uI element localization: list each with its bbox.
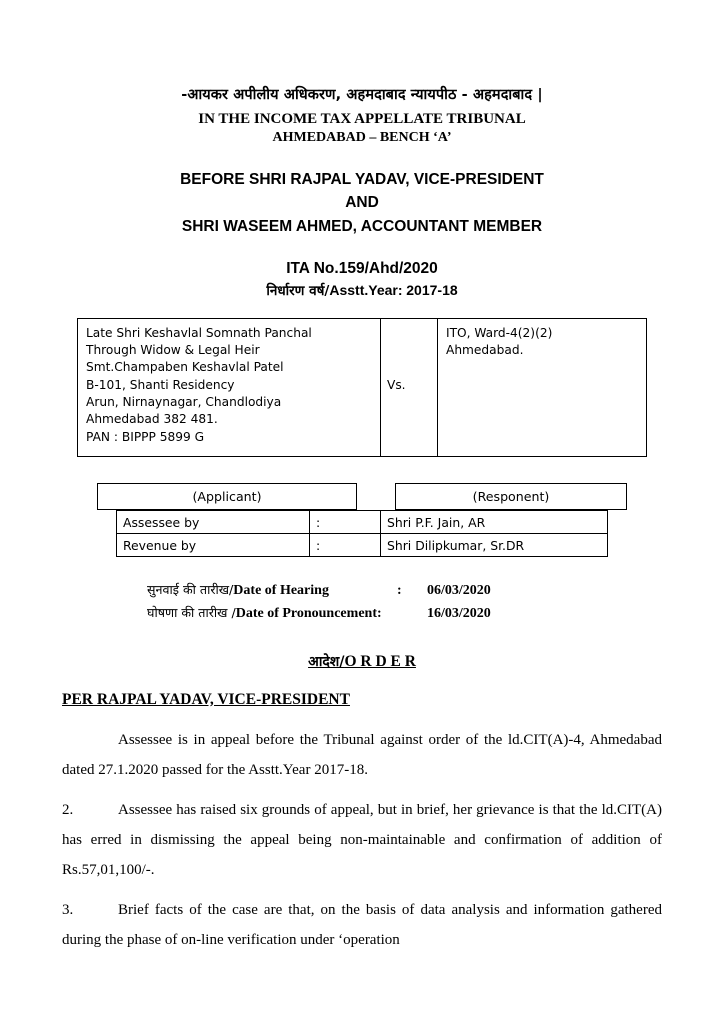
order-heading-english: O R D E R (344, 652, 416, 670)
caption-gap (357, 484, 396, 510)
applicant-line: Ahmedabad 382 481. (86, 412, 218, 427)
paragraph-1: Assessee is in appeal before the Tribunal against order of the ld.CIT(A)-4, Ahmedabad dated 27.1.2020 passed for the Asstt.Year 2017-18. (62, 731, 662, 778)
assessee-by-label: Assessee by (117, 511, 310, 534)
dates-block (147, 579, 577, 626)
hearing-date-hindi-label: सुनवाई की तारीख/ (147, 582, 234, 598)
authoring-member-line: PER RAJPAL YADAV, VICE-PRESIDENT (62, 690, 350, 708)
respondent-line: Ahmedabad. (446, 343, 524, 358)
applicant-line: Through Widow & Legal Heir (86, 343, 260, 358)
coram-member-1: BEFORE SHRI RAJPAL YADAV, VICE-PRESIDENT (180, 171, 544, 188)
ita-number: ITA No.159/Ahd/2020 (286, 259, 438, 277)
table-row (117, 511, 608, 534)
assessment-year-hindi-label: निर्धारण वर्ष/ (266, 282, 330, 299)
coram-and: AND (345, 194, 379, 212)
assessment-year-value: 2017-18 (406, 281, 458, 298)
tribunal-title-hindi: -आयकर अपीलीय अधिकरण, अहमदाबाद न्यायपीठ - अहमदाबाद | (181, 87, 543, 103)
revenue-by-value: Shri Dilipkumar, Sr.DR (381, 534, 608, 557)
versus-cell: Vs. (381, 318, 438, 456)
applicant-line: Smt.Champaben Keshavlal Patel (86, 360, 284, 375)
hearing-date-value: 06/03/2020 (427, 583, 491, 599)
applicant-line: B-101, Shanti Residency (86, 377, 235, 392)
paragraph-2-number: 2. (62, 801, 74, 818)
respondent-line: ITO, Ward-4(2)(2) (446, 325, 553, 340)
date-of-pronouncement-row (147, 602, 577, 625)
assessee-by-colon: : (310, 511, 381, 534)
pronouncement-date-value: 16/03/2020 (427, 606, 491, 622)
coram-member-2: SHRI WASEEM AHMED, ACCOUNTANT MEMBER (181, 217, 543, 235)
applicant-line: Arun, Nirnaynagar, Chandlodiya (86, 395, 282, 410)
paragraph-3-number: 3. (62, 901, 74, 918)
hearing-date-label: Date of Hearing (233, 583, 329, 599)
applicant-caption: (Applicant) (98, 484, 357, 510)
paragraph-2-text: Assessee has raised six grounds of appeal, but in brief, her grievance is that the ld.CIT(A) has erred in dismissing the appeal being non-maintainable and confirmation of addition of Rs.57,01,100/-. (62, 801, 662, 878)
assessee-by-value: Shri P.F. Jain, AR (381, 511, 608, 534)
pronouncement-date-hindi-label: घोषणा की तारीख / (147, 605, 236, 621)
table-row (98, 484, 627, 510)
representation-table (116, 510, 608, 557)
hearing-date-colon: : (397, 583, 402, 599)
assessment-year (62, 281, 662, 300)
applicant-line: Late Shri Keshavlal Somnath Panchal (86, 325, 312, 340)
respondent-caption: (Responent) (396, 484, 627, 510)
revenue-by-label: Revenue by (117, 534, 310, 557)
order-heading (62, 652, 662, 671)
respondent-cell (438, 318, 647, 456)
applicant-pan: PAN : BIPPP 5899 G (86, 429, 205, 444)
applicant-cell (78, 318, 381, 456)
table-row (78, 318, 647, 456)
pronouncement-date-label: Date of Pronouncement: (235, 606, 382, 622)
party-caption-table (97, 483, 627, 510)
date-of-hearing-row (147, 579, 577, 602)
order-heading-hindi: आदेश/ (308, 653, 345, 670)
assessment-year-label: Asstt.Year: (329, 281, 403, 298)
paragraph-3-text: Brief facts of the case are that, on the basis of data analysis and information gathered during the phase of on-line verification under ‘operation (62, 901, 662, 948)
parties-table (77, 318, 647, 457)
table-row (117, 534, 608, 557)
paragraph-2 (62, 795, 662, 885)
tribunal-title-english: IN THE INCOME TAX APPELLATE TRIBUNAL (198, 111, 526, 127)
coram-block (62, 168, 662, 238)
paragraph-3 (62, 895, 662, 955)
revenue-by-colon: : (310, 534, 381, 557)
bench-line: AHMEDABAD – BENCH ‘A’ (272, 130, 452, 145)
